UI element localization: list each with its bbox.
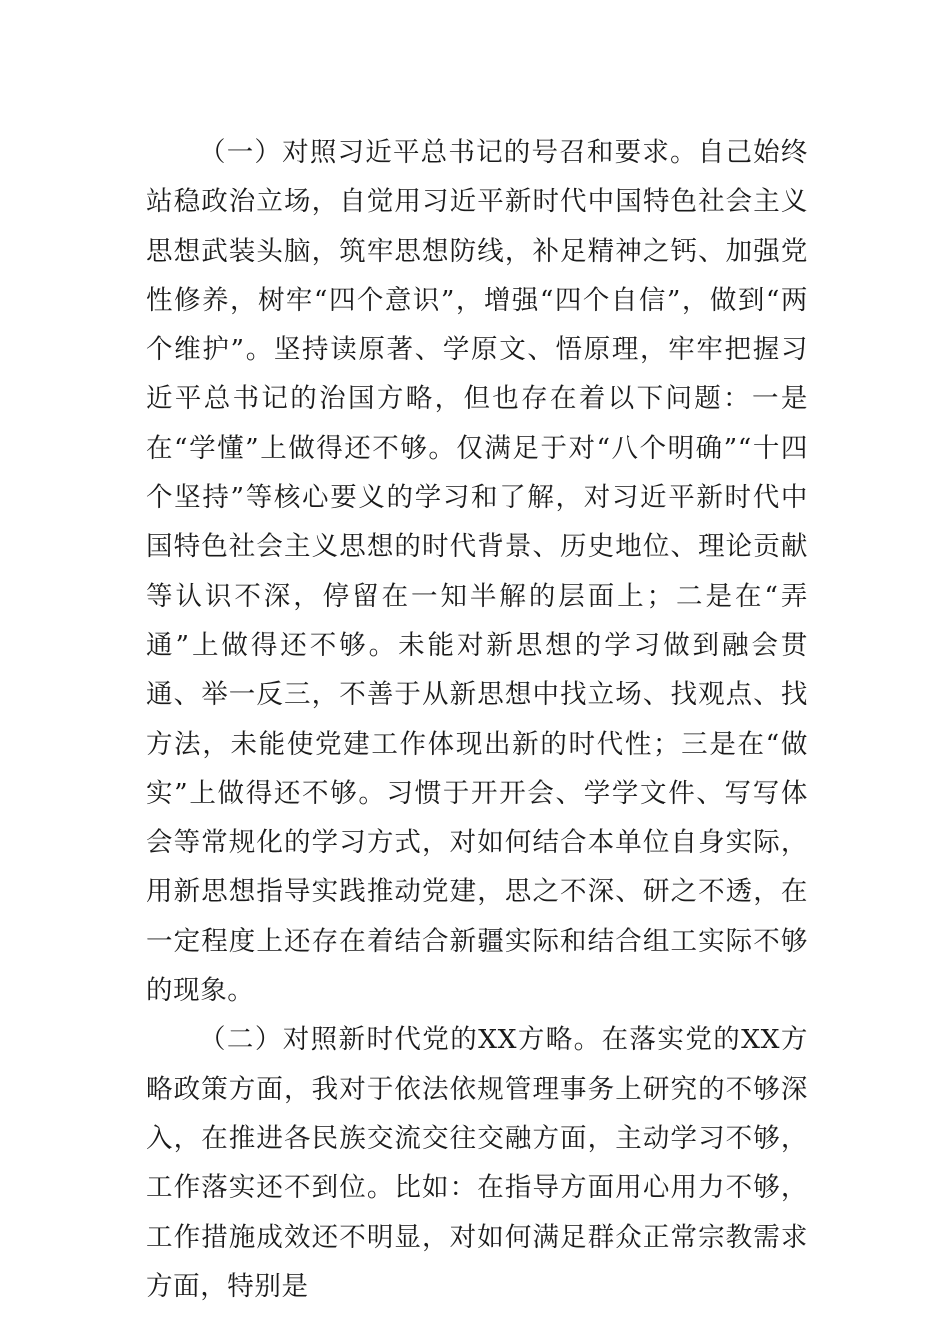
paragraph-1: （一）对照习近平总书记的号召和要求。自己始终站稳政治立场，自觉用习近平新时代中国特色社会主义思想武装头脑，筑牢思想防线，补足精神之钙、加强党性修养，树牢“四个意识”，增强“四个自信”，做到“两个维护”。坚持读原著、学原文、悟原理，牢牢把握习近平总书记的治国方略，但也存在着以下问题：一是在“学懂”上做得还不够。仅满足于对“八个明确”“十四个坚持”等核心要义的学习和了解，对习近平新时代中国特色社会主义思想的时代背景、历史地位、理论贡献等认识不深，停留在一知半解的层面上；二是在“弄通”上做得还不够。未能对新思想的学习做到融会贯通、举一反三，不善于从新思想中找立场、找观点、找方法，未能使党建工作体现出新的时代性；三是在“做实”上做得还不够。习惯于开开会、学学文件、写写体会等常规化的学习方式，对如何结合本单位自身实际，用新思想指导实践推动党建，思之不深、研之不透，在一定程度上还存在着结合新疆实际和结合组工实际不够的现象。 <box>146 137 808 1007</box>
document-body <box>146 128 808 1311</box>
paragraph-2: （二）对照新时代党的XX方略。在落实党的XX方略政策方面，我对于依法依规管理事务上研究的不够深入，在推进各民族交流交往交融方面，主动学习不够，工作落实还不到位。比如：在指导方面用心用力不够，工作措施成效还不明显，对如何满足群众正常宗教需求方面，特别是 <box>146 1024 808 1302</box>
